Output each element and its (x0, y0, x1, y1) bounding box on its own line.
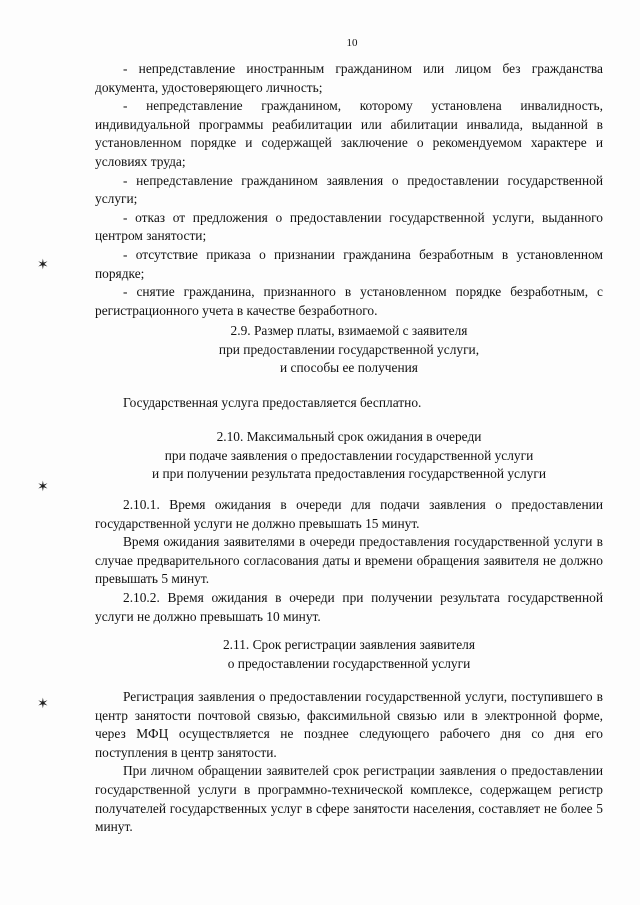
binding-mark-icon: ✶ (37, 479, 49, 495)
page-number: 10 (346, 37, 358, 49)
section-heading-2-11 (95, 636, 603, 673)
binding-mark-icon: ✶ (37, 257, 49, 273)
paragraph: Государственная услуга предоставляется бесплатно. (123, 395, 422, 410)
section-body-2-10 (95, 496, 603, 626)
paragraph: 2.10.2. Время ожидания в очереди при получении результата государственной услуги не должно превышать 10 минут. (95, 589, 603, 624)
paragraph: 2.10.1. Время ожидания в очереди для подачи заявления о предоставлении государственной услуги не должно превышать 15 минут. (95, 497, 603, 531)
paragraph: Время ожидания заявителями в очереди предоставления государственной услуги в случае предварительного согласования даты и времени обращения заявителя не должно превышать 5 минут. (95, 534, 603, 587)
list-item: - непредставление гражданином заявления о предоставлении государственной услуги; (95, 172, 603, 207)
section-heading-2-10 (95, 428, 603, 484)
list-item: - отказ от предложения о предоставлении государственной услуги, выданного центром занятости; (95, 209, 603, 244)
heading-line: и при получении результата предоставления государственной услуги (151, 466, 547, 482)
heading-line: о предоставлении государственной услуги (227, 655, 471, 671)
heading-line: при подаче заявления о предоставлении государственной услуги (164, 447, 534, 463)
paragraph: Регистрация заявления о предоставлении государственной услуги, поступившего в центр занятости почтовой связью, факсимильной связью или в электронной форме, через МФЦ осуществляется не позднее следующего рабочего дня со дня его поступления в центр занятости. (95, 689, 603, 760)
list-item: - непредставление иностранным гражданином или лицом без гражданства документа, удостоверяющего личность; (95, 61, 603, 95)
heading-line: 2.11. Срок регистрации заявления заявителя (222, 637, 476, 652)
heading-line: и способы ее получения (280, 360, 418, 376)
paragraph: При личном обращении заявителей срок регистрации заявления о предоставлении государственной услуги в программно-технической комплексе, содержащем регистр получателей государственных услуг в сфере занятости населения, составляет не более 5 минут. (95, 763, 603, 835)
heading-line: 2.10. Максимальный срок ожидания в очереди (216, 429, 482, 444)
list-item: - отсутствие приказа о признании гражданина безработным в установленном порядке; (95, 246, 603, 281)
heading-line: при предоставлении государственной услуги, (218, 341, 480, 357)
section-body-2-9 (95, 394, 603, 413)
section-body-2-11 (95, 688, 603, 837)
grounds-list (95, 60, 603, 320)
binding-mark-icon: ✶ (37, 696, 49, 712)
list-item: - снятие гражданина, признанного в установленном порядке безработным, с регистрационного учета в качестве безработного. (95, 284, 603, 318)
list-item: - непредставление гражданином, которому установлена инвалидность, индивидуальной программы реабилитации или абилитации инвалида, выданной в установленном порядке и содержащей заключение о рекомендуемом характере и условиях труда; (95, 98, 603, 169)
section-heading-2-9 (95, 322, 603, 378)
heading-line: 2.9. Размер платы, взимаемой с заявителя (230, 323, 468, 338)
